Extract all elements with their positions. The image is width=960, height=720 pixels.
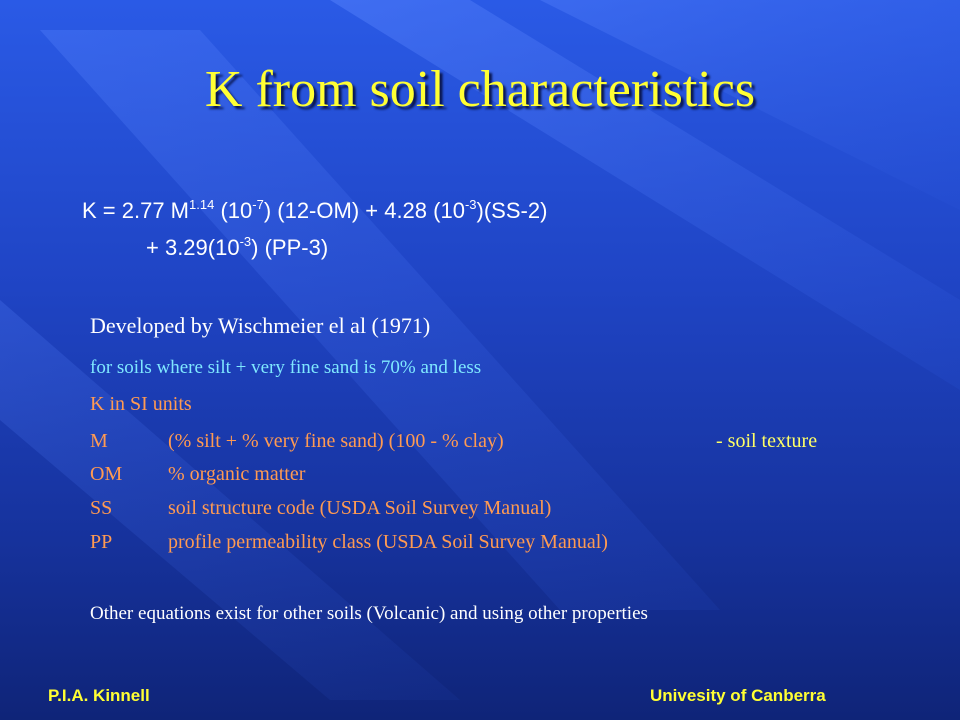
definition-row-m [90,430,504,453]
soil-texture-note: - soil texture [716,430,818,452]
units-note: K in SI units [90,393,192,415]
definition-abbr: SS [90,497,113,519]
definition-desc: profile permeability class (USDA Soil Survey Manual) [168,531,608,553]
equation-line-1: K = 2.77 $M^{1.14}$ $(10^{-7}) (12-OM) + 4.28$ $(10^{-3})(SS-2)$ [82,197,548,223]
definition-desc: soil structure code (USDA Soil Survey Manual) [168,497,552,519]
definition-row-ss [90,497,551,520]
definition-row-om [90,463,305,486]
k-equation [82,192,547,266]
definition-abbr: M [90,430,108,452]
footer-author: P.I.A. Kinnell [48,686,150,705]
definition-abbr: OM [90,463,123,485]
footer-institution: Univesity of Canberra [650,686,826,705]
equation-line-2: + $3.29(10^{-3})$ (PP-3) [146,234,329,260]
slide-title: K from soil characteristics [204,61,756,118]
definition-row-pp [90,531,608,554]
definition-abbr: PP [90,531,113,553]
credit-line: Developed by Wischmeier el al (1971) [90,313,431,338]
soil-scope-note: for soils where silt + very fine sand is 70% and less [90,357,482,378]
other-equations-note: Other equations exist for other soils (Volcanic) and using other properties [90,603,648,624]
definition-desc: % organic matter [168,463,306,485]
definition-desc: (% silt + % very fine sand) (100 - % clay) [168,430,504,452]
